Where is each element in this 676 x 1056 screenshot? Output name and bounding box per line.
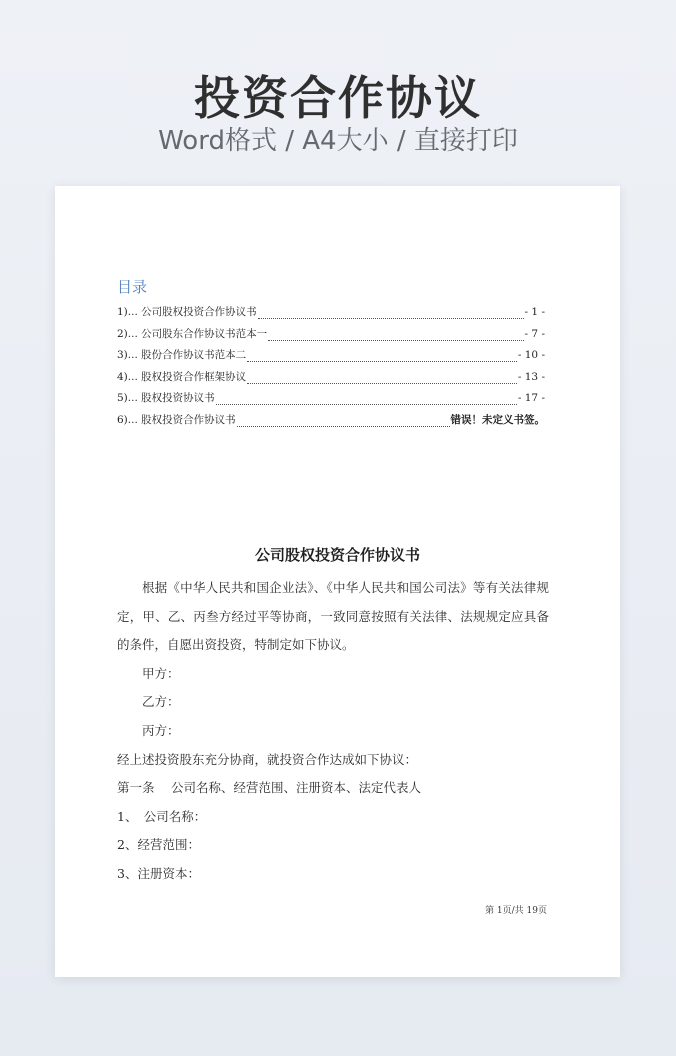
document-page	[55, 186, 620, 977]
toc-entry-page: - 1 -	[524, 306, 545, 318]
toc-entry[interactable]	[117, 347, 545, 369]
toc-entry-page: - 10 -	[517, 349, 545, 361]
hero-subtitle: Word格式 / A4大小 / 直接打印	[158, 126, 518, 156]
toc-entry-text: 6)... 股权投资合作协议书	[117, 413, 236, 426]
toc-leader	[247, 353, 517, 362]
toc-entry-text: 3)... 股份合作协议书范本二	[117, 349, 247, 361]
toc-entry-page: 错误！未定义书签。	[450, 413, 545, 426]
toc-entry-page: - 17 -	[517, 392, 545, 404]
toc-entry-page: - 13 -	[517, 370, 545, 383]
toc-leader	[258, 310, 524, 319]
item-business-scope: 2、经营范围：	[117, 837, 200, 853]
toc-entry-page: - 7 -	[524, 327, 545, 340]
toc-entry[interactable]	[117, 390, 545, 412]
table-of-contents	[117, 304, 545, 433]
toc-entry-text: 1)... 公司股权投资合作协议书	[117, 306, 257, 318]
toc-entry[interactable]	[117, 412, 545, 434]
toc-entry[interactable]	[117, 304, 545, 326]
toc-entry-text: 2)... 公司股东合作协议书范本一	[117, 327, 268, 340]
document-body	[117, 574, 549, 889]
agreement-intro: 经上述投资股东充分协商，就投资合作达成如下协议：	[117, 751, 418, 767]
toc-entry[interactable]	[117, 369, 545, 391]
page-footer: 第 1页/共 19页	[485, 906, 547, 916]
hero-title: 投资合作协议	[194, 71, 482, 125]
party-a-line: 甲方：	[142, 665, 180, 681]
intro-paragraph: 根据《中华人民共和国企业法》、《中华人民共和国公司法》等有关法律规定，甲、乙、丙叁方经过平等协商，一致同意按照有关法律、法规规定应具备的条件，自愿出资投资，特制定如下协议。	[117, 580, 549, 653]
item-company-name: 1、 公司名称：	[117, 808, 207, 824]
party-b-line: 乙方：	[142, 694, 180, 710]
toc-leader	[268, 332, 523, 341]
toc-leader	[247, 375, 517, 384]
toc-leader	[237, 418, 450, 427]
document-title: 公司股权投资合作协议书	[254, 546, 420, 564]
toc-leader	[216, 396, 517, 405]
party-c-line: 丙方：	[142, 722, 180, 738]
article-1-heading: 第一条 公司名称、经营范围、注册资本、法定代表人	[117, 780, 421, 796]
item-registered-capital: 3、注册资本：	[117, 865, 200, 881]
toc-entry-text: 4)... 股权投资合作框架协议	[117, 370, 247, 383]
toc-entry-text: 5)... 股权投资协议书	[117, 392, 215, 404]
toc-heading: 目录	[117, 278, 148, 296]
toc-entry[interactable]	[117, 326, 545, 348]
